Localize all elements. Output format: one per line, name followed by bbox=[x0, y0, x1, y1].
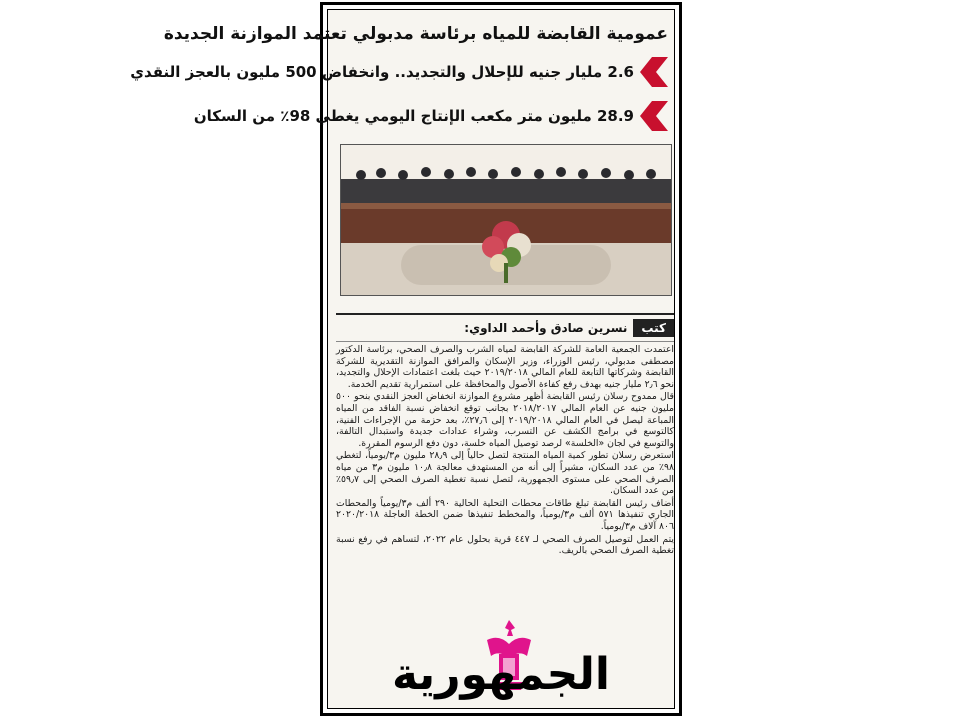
newspaper-logo bbox=[358, 616, 644, 702]
byline bbox=[336, 313, 674, 342]
newspaper-logo-text: الجمهورية bbox=[392, 649, 610, 700]
subheadline-1 bbox=[130, 56, 668, 88]
article-headline: عمومية القابضة للمياه برئاسة مدبولي تعتمد الموازنة الجديدة bbox=[163, 24, 668, 44]
newspaper-clipping bbox=[130, 9, 675, 709]
meeting-photo-image bbox=[341, 145, 671, 295]
body-paragraph: قال ممدوح رسلان رئيس القابضة أظهر مشروع الموازنة انخفاض العجز النقدي بنحو ٥٠٠ مليون جنيه عن العام المالي ٢٠١٨/٢٠١٧ بجانب توقع انخفاض نسبة الفاقد من المياه المباعة ليصل في العام المالي ٢٠١٩/٢٠١٨ إلى ٢٧٫٦٪، بعد حزمة من الإجراءات الفنية، كالتوسع في برامج الكشف عن التسرب، وشراء عدادات جديدة واستبدال التالفة، والتوسع في لجان «الخلسة» لرصد توصيل المياه خلسة، دون دفع الرسوم المقررة. bbox=[336, 391, 674, 449]
body-paragraph: اعتمدت الجمعية العامة للشركة القابضة لمياه الشرب والصرف الصحي، برئاسة الدكتور مصطفى مدبولي، رئيس الوزراء، وزير الإسكان والمرافق الموازنة التقديرية للشركة القابضة وشركاتها التابعة للعام المالي ٢٠١٩/٢٠١٨ حيث بلغت اعتمادات الإحلال والتجديد، نحو ٢٫٦ مليار جنيه بهدف رفع كفاءة الأصول والمحافظة على استمرارية تقديم الخدمة. bbox=[336, 344, 674, 390]
article-body bbox=[336, 344, 674, 558]
subheadline-2 bbox=[193, 100, 668, 132]
body-paragraph: استعرض رسلان تطور كمية المياه المنتجة لتصل حالياً إلى ٢٨٫٩ مليون م٣/يومياً، لتغطي ٩٨٪ من عدد السكان، مشيراً إلى أنه من المستهدف معالجة ١٠٫٨ مليون م٣ من مياه الصرف الصحي على مستوى الجمهورية، لتصل نسبة تغطية الصرف الصحي إلى ٥٩٫٧٪ من عدد السكان. bbox=[336, 450, 674, 497]
byline-authors: نسرين صادق وأحمد الداوي: bbox=[464, 321, 628, 335]
meeting-photo bbox=[340, 144, 672, 296]
red-chevron-icon bbox=[640, 101, 668, 131]
subheadline-text: 28.9 مليون متر مكعب الإنتاج اليومي يغطي 98٪ من السكان bbox=[193, 107, 634, 125]
body-paragraph: أضاف رئيس القابضة تبلغ طاقات محطات التحلية الحالية ٢٩٠ ألف م٣/يومياً والمحطات الجاري تنفيذها ٥٧١ ألف م٣/يومياً، والمخطط تنفيذها ضمن الخطة العاجلة ٢٠٢٠/٢٠١٨ ٨٠٦ آلاف م٣/يومياً. bbox=[336, 497, 674, 532]
subheadline-text: 2.6 مليار جنيه للإحلال والتجديد.. وانخفاض 500 مليون بالعجز النقدي bbox=[130, 63, 634, 81]
byline-label: كتب bbox=[633, 319, 674, 337]
article bbox=[130, 16, 675, 612]
red-chevron-icon bbox=[640, 57, 668, 87]
clipping-frame bbox=[130, 2, 682, 716]
body-paragraph: يتم العمل لتوصيل الصرف الصحي لـ ٤٤٧ قرية بحلول عام ٢٠٢٢، لتساهم في رفع نسبة تغطية الصرف الصحي بالريف. bbox=[336, 533, 675, 557]
